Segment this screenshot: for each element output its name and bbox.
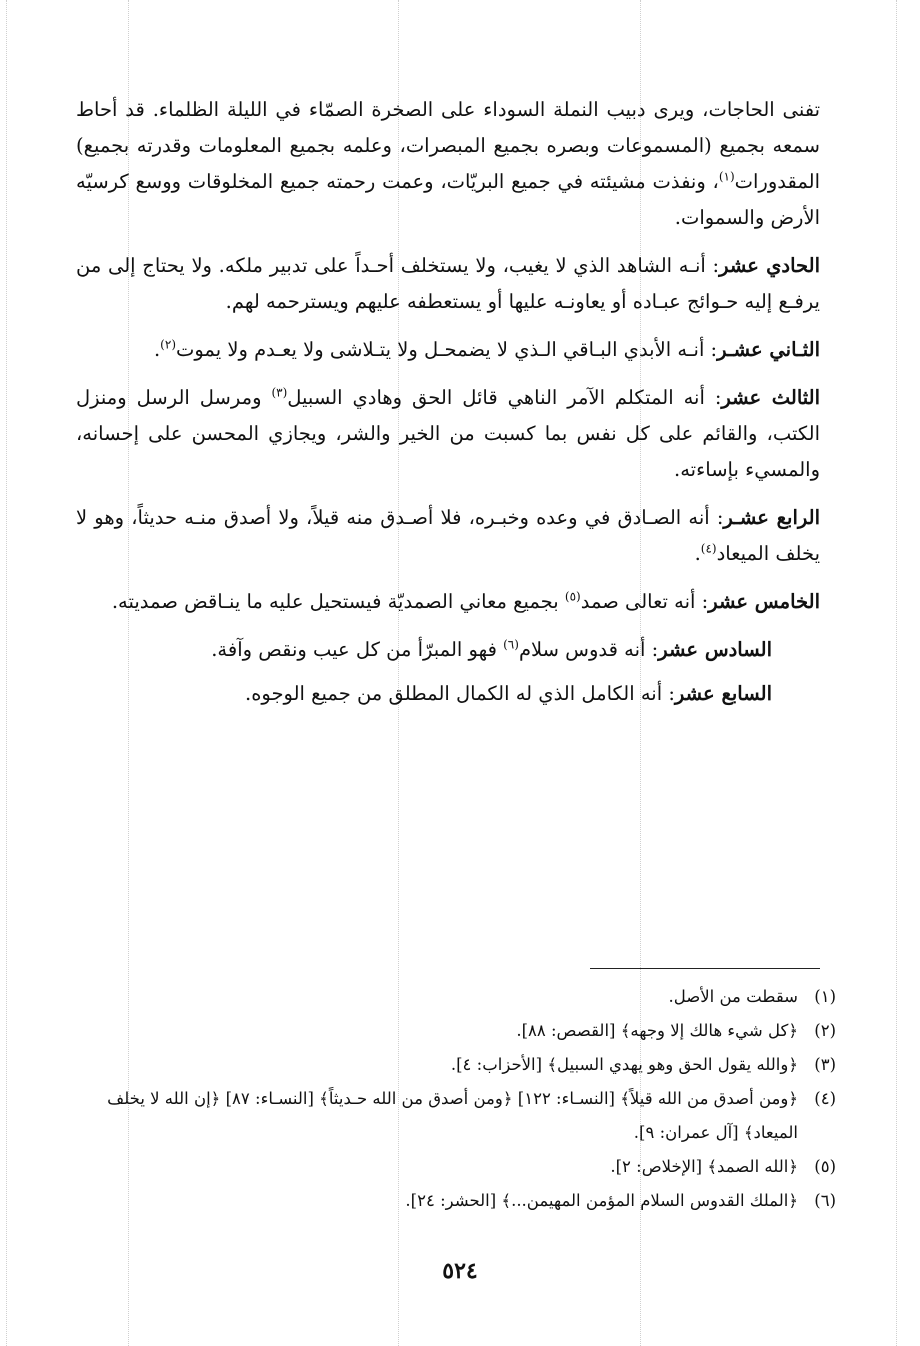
footnote-item bbox=[86, 1082, 836, 1150]
footnote-item bbox=[86, 1014, 836, 1048]
paragraph-text: . bbox=[694, 542, 701, 565]
footnote-ref: (١) bbox=[718, 169, 735, 184]
footnote-text: ﴿الله الصمد﴾ [الإخلاص: ٢]. bbox=[610, 1157, 798, 1176]
paragraph-intro bbox=[76, 92, 820, 236]
paragraph-heading: الثـاني عشـر bbox=[717, 338, 820, 361]
paragraph-heading: الخامس عشر bbox=[708, 590, 820, 613]
paragraph-text: : أنه الكامل الذي له الكمال المطلق من جميع الوجوه. bbox=[245, 682, 675, 705]
paragraph-text: : أنه الصـادق في وعده وخبـره، فلا أصـدق منه قيلاً، ولا أصدق منـه حديثاً، وهو لا يخلف الميعاد bbox=[76, 506, 820, 565]
paragraph-text: . bbox=[153, 338, 161, 361]
footnote-text: ﴿الملك القدوس السلام المؤمن المهيمن...﴾ [الحشر: ٢٤]. bbox=[405, 1191, 798, 1210]
paragraph-text: فهو المبرّأ من كل عيب ونقص وآفة. bbox=[211, 638, 504, 661]
paragraph-text: ، ونفذت مشيئته في جميع البريّات، وعمت رحمته جميع المخلوقات ووسع كرسيّه الأرض والسموات. bbox=[76, 170, 820, 229]
footnote-ref: (٥) bbox=[564, 589, 581, 604]
paragraph-text: : أنـه الشاهد الذي لا يغيب، ولا يستخلف أحـداً على تدبير ملكه. ولا يحتاج إلى من يرفـع إليه حـوائج عبـاده أو يعاونـه عليها أو يستعطفه عليهم ويسترحمه لهم. bbox=[76, 254, 820, 313]
footnote-text: ﴿والله يقول الحق وهو يهدي السبيل﴾ [الأحزاب: ٤]. bbox=[450, 1055, 798, 1074]
paragraph-text: بجميع معاني الصمديّة فيستحيل عليه ما ينـاقض صمديته. bbox=[111, 590, 565, 613]
footnote-text: ﴿ومن أصدق من الله قيلاً﴾ [النسـاء: ١٢٢] ﴿ومن أصدق من الله حـديثاً﴾ [النسـاء: ٨٧] ﴿إن الله لا يخلف الميعاد﴾ [آل عمران: ٩]. bbox=[107, 1089, 798, 1142]
footnote-item bbox=[86, 1048, 836, 1082]
paragraph-text: : أنه المتكلم الآمر الناهي قائل الحق وهادي السبيل bbox=[287, 386, 722, 409]
paragraph-text: ومرسل الرسل ومنزل الكتب، والقائم على كل نفس بما كسبت من الخير والشر، ويجازي المحسن على إحسانه، والمسيء بإساءته. bbox=[76, 386, 820, 481]
paragraph-heading: الحادي عشر bbox=[719, 254, 820, 277]
footnote-ref: (٤) bbox=[700, 541, 717, 556]
paragraph-text: : أنه تعالى صمد bbox=[580, 590, 709, 613]
footnote-ref: (٣) bbox=[271, 385, 288, 400]
paragraph-text: : أنه قدوس سلام bbox=[518, 638, 659, 661]
footnote-text: ﴿كل شيء هالك إلا وجهه﴾ [القصص: ٨٨]. bbox=[516, 1021, 798, 1040]
page-number: ٥٢٤ bbox=[442, 1258, 478, 1284]
paragraph-17 bbox=[76, 676, 820, 712]
paragraph-heading: السادس عشر bbox=[658, 638, 772, 661]
footnote-number: (٢) bbox=[814, 1021, 836, 1040]
paragraph-heading: الثالث عشر bbox=[721, 386, 821, 409]
footnote-item bbox=[86, 1184, 836, 1218]
footnotes bbox=[86, 980, 836, 1218]
scan-guide-line bbox=[896, 0, 897, 1346]
footnote-number: (٤) bbox=[814, 1089, 836, 1108]
paragraph-14 bbox=[76, 500, 820, 572]
scan-guide-line bbox=[6, 0, 7, 1346]
footnote-number: (٣) bbox=[814, 1055, 836, 1074]
footnote-item bbox=[86, 980, 836, 1014]
paragraph-heading: السابع عشر bbox=[674, 682, 772, 705]
paragraph-13 bbox=[76, 380, 820, 488]
footnote-number: (١) bbox=[814, 987, 836, 1006]
footnote-item bbox=[86, 1150, 836, 1184]
paragraph-15 bbox=[76, 584, 820, 620]
footnote-text: سقطت من الأصل. bbox=[668, 987, 798, 1006]
paragraph-12 bbox=[76, 332, 820, 368]
footnote-number: (٥) bbox=[814, 1157, 836, 1176]
paragraph-heading: الرابع عشـر bbox=[723, 506, 820, 529]
main-text bbox=[76, 92, 820, 720]
paragraph-text: تفنى الحاجات، ويرى دبيب النملة السوداء على الصخرة الصمّاء في الليلة الظلماء. قد أحاط سمعه بجميع (المسموعات وبصره بجميع المبصرات، وعلمه بجميع المعلومات وقدرته بجميع) المقدورات bbox=[76, 98, 820, 193]
footnote-ref: (٦) bbox=[503, 637, 519, 652]
paragraph-text: : أنـه الأبدي البـاقي الـذي لا يضمحـل ولا يتـلاشى ولا يعـدم ولا يموت bbox=[176, 338, 718, 361]
paragraph-16 bbox=[76, 632, 820, 668]
footnote-separator bbox=[590, 968, 820, 969]
footnote-number: (٦) bbox=[814, 1191, 836, 1210]
paragraph-11 bbox=[76, 248, 820, 320]
footnote-ref: (٢) bbox=[160, 337, 176, 352]
